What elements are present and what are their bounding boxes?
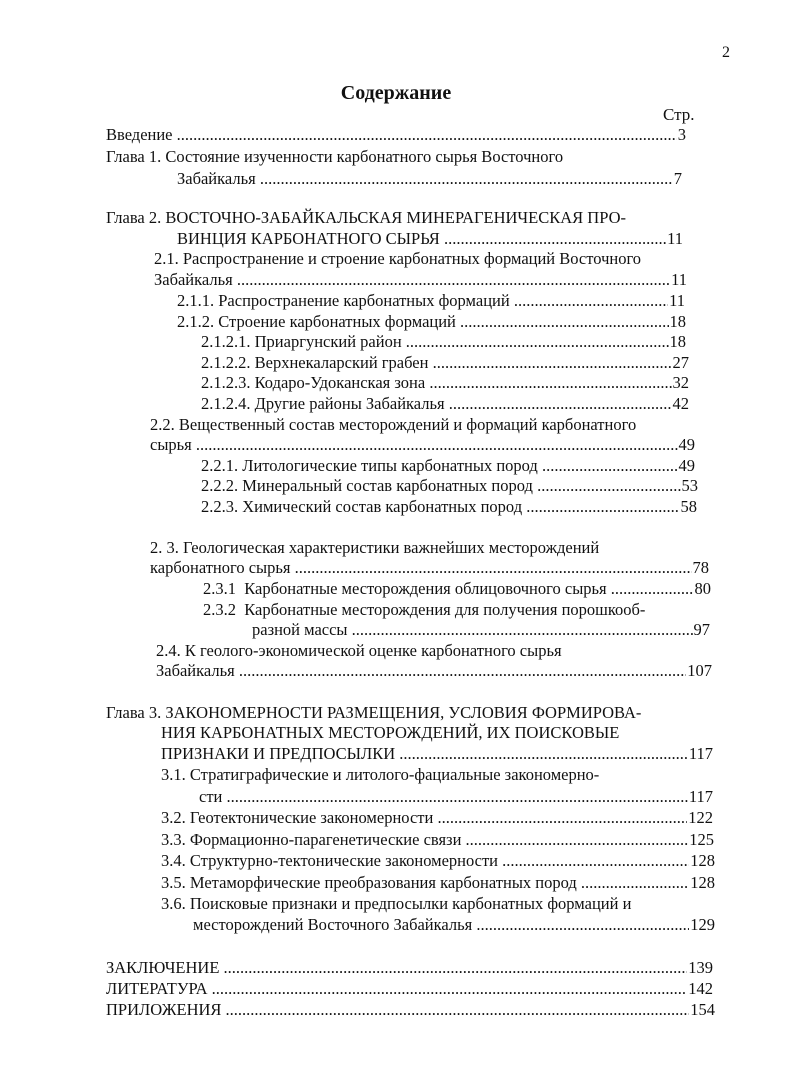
- page-column-label: Стр.: [663, 105, 695, 124]
- toc-page-number: 129: [690, 915, 715, 934]
- toc-page-number: 78: [692, 558, 709, 577]
- toc-entry-text: 2.1.2. Строение карбонатных формаций: [177, 312, 456, 331]
- toc-entry-2-2-line1[interactable]: [150, 414, 718, 436]
- toc-entry-text: сти: [199, 787, 223, 806]
- toc-entry-2-1-2-2[interactable]: [201, 352, 689, 374]
- toc-entry-2-4-line1[interactable]: [156, 640, 716, 662]
- toc-entry-text: 2.2.1. Литологические типы карбонатных пород: [201, 456, 538, 475]
- toc-entry-text: карбонатного сырья: [150, 558, 291, 577]
- toc-entry-text: ПРИЗНАКИ И ПРЕДПОСЫЛКИ: [161, 744, 396, 763]
- toc-page-number: 128: [690, 873, 715, 892]
- toc-entry-text: Глава 1. Состояние изученности карбонатного сырья Восточного: [106, 147, 564, 166]
- toc-entry-text: 3.2. Геотектонические закономерности: [161, 808, 434, 827]
- toc-entry-2-2-3[interactable]: [201, 496, 697, 518]
- toc-entry-2-1-2-3[interactable]: [201, 372, 689, 394]
- toc-entry-3-4[interactable]: [161, 850, 715, 872]
- toc-entry-text: 3.4. Структурно-тектонические закономерности: [161, 851, 499, 870]
- toc-page-number: 117: [688, 787, 713, 806]
- toc-entry-text: ВИНЦИЯ КАРБОНАТНОГО СЫРЬЯ: [177, 229, 440, 248]
- toc-entry-text: НИЯ КАРБОНАТНЫХ МЕСТОРОЖДЕНИЙ, ИХ ПОИСКОВЫЕ: [161, 723, 620, 742]
- toc-entry-text: 3.5. Метаморфические преобразования карбонатных пород: [161, 873, 577, 892]
- toc-page-number: 49: [678, 435, 695, 454]
- toc-entry-literature[interactable]: [106, 978, 713, 1000]
- toc-entry-text: 2.3.1 Карбонатные месторождения облицовочного сырья: [203, 579, 607, 598]
- page-number: 2: [722, 44, 730, 61]
- toc-page-number: 80: [694, 579, 711, 598]
- toc-entry-text: 2.2.3. Химический состав карбонатных пород: [201, 497, 523, 516]
- toc-page-number: 11: [671, 270, 687, 289]
- toc-entry-text: 2.1.2.3. Кодаро-Удоканская зона: [201, 373, 426, 392]
- toc-entry-2-1-2[interactable]: [177, 311, 686, 333]
- toc-entry-text: 2.1.1. Распространение карбонатных формаций: [177, 291, 510, 310]
- toc-entry-ch2-line2[interactable]: [177, 228, 683, 250]
- toc-page-number: 32: [672, 373, 689, 392]
- toc-entry-2-2-line2[interactable]: [150, 434, 695, 456]
- toc-page-number: 117: [688, 744, 713, 763]
- toc-page-number: 27: [672, 353, 689, 372]
- toc-page-number: 125: [689, 830, 714, 849]
- toc-entry-2-3-2-line1[interactable]: [203, 599, 718, 621]
- toc-page-number: 18: [669, 332, 686, 351]
- toc-entry-ch1-line1[interactable]: [106, 146, 706, 168]
- toc-entry-2-3-line2[interactable]: [150, 557, 709, 579]
- toc-entry-text: 3.3. Формационно-парагенетические связи: [161, 830, 462, 849]
- toc-entry-text: Глава 3. ЗАКОНОМЕРНОСТИ РАЗМЕЩЕНИЯ, УСЛОВИЯ ФОРМИРОВА-: [106, 703, 642, 722]
- toc-entry-2-1-2-1[interactable]: [201, 331, 686, 353]
- toc-page-number: 7: [673, 169, 682, 188]
- toc-entry-text: 3.6. Поисковые признаки и предпосылки карбонатных формаций и: [161, 894, 632, 913]
- toc-page-number: 11: [669, 291, 685, 310]
- toc-entry-text: 2.1. Распространение и строение карбонатных формаций Восточного: [154, 249, 642, 268]
- toc-entry-3-5[interactable]: [161, 872, 715, 894]
- toc-entry-2-4-line2[interactable]: [156, 660, 712, 682]
- toc-entry-2-1-1[interactable]: [177, 290, 685, 312]
- toc-entry-2-2-2[interactable]: [201, 475, 698, 497]
- toc-entry-text: сырья: [150, 435, 192, 454]
- toc-entry-ch3-line2[interactable]: [161, 722, 721, 744]
- toc-entry-2-1-line2[interactable]: [154, 269, 687, 291]
- toc-page-number: 154: [690, 1000, 715, 1019]
- toc-page-number: 142: [688, 979, 713, 998]
- toc-entry-text: 2.4. К геолого-экономической оценке карбонатного сырья: [156, 641, 562, 660]
- toc-page-number: 3: [677, 125, 686, 144]
- toc-entry-text: 2.1.2.2. Верхнекаларский грабен: [201, 353, 429, 372]
- toc-entry-intro[interactable]: [106, 124, 686, 146]
- toc-entry-3-6-line2[interactable]: [193, 914, 715, 936]
- toc-entry-ch1-line2[interactable]: [177, 168, 682, 190]
- toc-entry-3-2[interactable]: [161, 807, 713, 829]
- toc-page-number: 107: [687, 661, 712, 680]
- toc-page-number: 128: [690, 851, 715, 870]
- toc-entry-3-3[interactable]: [161, 829, 714, 851]
- toc-page-number: 58: [680, 497, 697, 516]
- toc-entry-conclusion[interactable]: [106, 957, 713, 979]
- toc-entry-2-1-line1[interactable]: [154, 248, 720, 270]
- toc-entry-text: 2.1.2.4. Другие районы Забайкалья: [201, 394, 445, 413]
- toc-entry-text: разной массы: [252, 620, 348, 639]
- toc-page-number: 97: [693, 620, 710, 639]
- toc-entry-text: Забайкалья: [156, 661, 235, 680]
- toc-entry-2-1-2-4[interactable]: [201, 393, 689, 415]
- toc-entry-text: 2.2.2. Минеральный состав карбонатных пород: [201, 476, 533, 495]
- toc-page-number: 11: [667, 229, 683, 248]
- toc-entry-text: Забайкалья: [177, 169, 256, 188]
- toc-page-number: 49: [678, 456, 695, 475]
- toc-entry-2-2-1[interactable]: [201, 455, 695, 477]
- toc-entry-text: 2.3.2 Карбонатные месторождения для получения порошкооб-: [203, 600, 646, 619]
- toc-entry-2-3-2-line2[interactable]: [252, 619, 710, 641]
- toc-entry-appendices[interactable]: [106, 999, 715, 1021]
- toc-entry-text: Введение: [106, 125, 173, 144]
- toc-entry-text: Забайкалья: [154, 270, 233, 289]
- toc-entry-text: 3.1. Стратиграфические и литолого-фациальные закономерно-: [161, 765, 600, 784]
- toc-page-number: 139: [688, 958, 713, 977]
- toc-entry-3-1-line1[interactable]: [161, 764, 721, 786]
- toc-entry-text: 2. 3. Геологическая характеристики важнейших месторождений: [150, 538, 600, 557]
- toc-entry-text: Глава 2. ВОСТОЧНО-ЗАБАЙКАЛЬСКАЯ МИНЕРАГЕНИЧЕСКАЯ ПРО-: [106, 208, 626, 227]
- toc-entry-3-1-line2[interactable]: [199, 786, 713, 808]
- toc-entry-3-6-line1[interactable]: [161, 893, 721, 915]
- toc-entry-ch2-line1[interactable]: [106, 207, 716, 229]
- toc-page-number: 18: [669, 312, 686, 331]
- toc-entry-text: 2.1.2.1. Приаргунский район: [201, 332, 402, 351]
- toc-page-number: 53: [681, 476, 698, 495]
- toc-entry-2-3-line1[interactable]: [150, 537, 716, 559]
- toc-entry-2-3-1[interactable]: [203, 578, 711, 600]
- toc-entry-ch3-line1[interactable]: [106, 702, 726, 724]
- toc-entry-text: месторождений Восточного Забайкалья: [193, 915, 473, 934]
- toc-entry-text: 2.2. Вещественный состав месторождений и формаций карбонатного: [150, 415, 637, 434]
- toc-page-number: 122: [688, 808, 713, 827]
- toc-entry-text: ПРИЛОЖЕНИЯ: [106, 1000, 222, 1019]
- toc-entry-text: ЗАКЛЮЧЕНИЕ: [106, 958, 220, 977]
- page-title: Содержание: [340, 82, 452, 104]
- toc-entry-text: ЛИТЕРАТУРА: [106, 979, 208, 998]
- toc-entry-ch3-line3[interactable]: [161, 743, 713, 765]
- toc-page-number: 42: [672, 394, 689, 413]
